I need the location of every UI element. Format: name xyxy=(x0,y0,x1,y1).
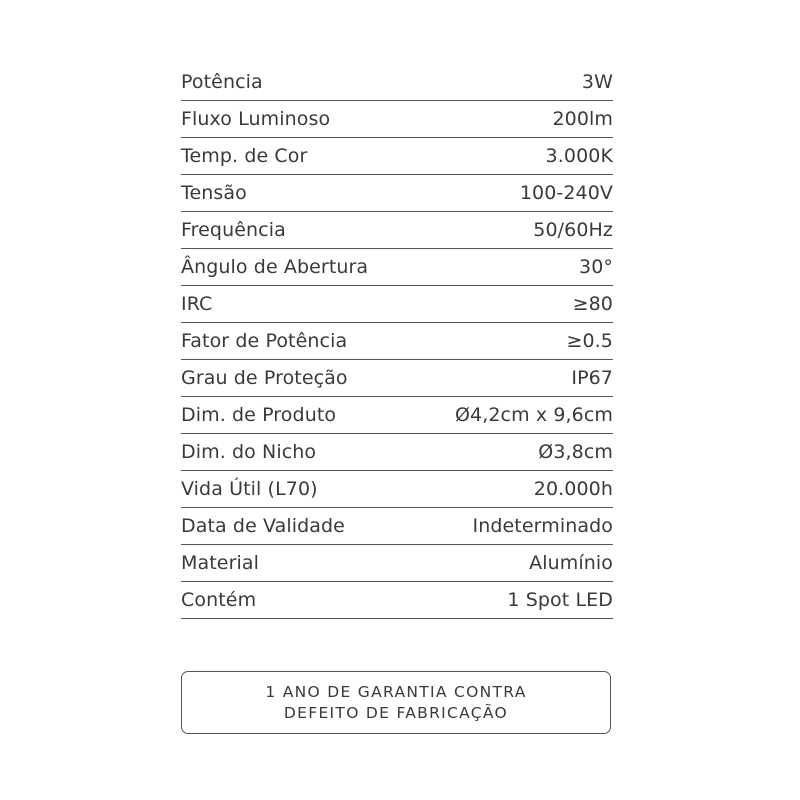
spec-value: Ø4,2cm x 9,6cm xyxy=(454,404,613,426)
spec-label: Dim. do Nicho xyxy=(181,441,317,463)
spec-row-angulo-de-abertura xyxy=(181,249,613,286)
spec-value: 200lm xyxy=(552,108,613,130)
spec-row-tensao xyxy=(181,175,613,212)
spec-label: Tensão xyxy=(181,182,247,204)
spec-row-vida-util xyxy=(181,471,613,508)
spec-label: Dim. de Produto xyxy=(181,404,337,426)
spec-value: 20.000h xyxy=(533,478,613,500)
spec-value: 1 Spot LED xyxy=(507,589,613,611)
spec-row-contem xyxy=(181,582,613,619)
spec-label: Ângulo de Abertura xyxy=(181,256,369,278)
spec-value: 30° xyxy=(579,256,613,278)
warranty-box xyxy=(181,671,611,734)
spec-value: Ø3,8cm xyxy=(538,441,613,463)
spec-label: Data de Validade xyxy=(181,515,345,537)
spec-label: Vida Útil (L70) xyxy=(181,478,318,500)
spec-row-frequencia xyxy=(181,212,613,249)
spec-label: Frequência xyxy=(181,219,286,241)
spec-value: Indeterminado xyxy=(472,515,613,537)
spec-row-irc xyxy=(181,286,613,323)
spec-label: IRC xyxy=(181,293,213,315)
spec-value: IP67 xyxy=(571,367,613,389)
warranty-line-1: 1 ANO DE GARANTIA CONTRA xyxy=(265,682,527,701)
spec-value: Alumínio xyxy=(529,552,613,574)
spec-value: 50/60Hz xyxy=(533,219,613,241)
spec-label: Fator de Potência xyxy=(181,330,348,352)
warranty-line-2: DEFEITO DE FABRICAÇÃO xyxy=(283,703,509,722)
spec-value: 3.000K xyxy=(545,145,613,167)
spec-value: 3W xyxy=(581,71,613,93)
spec-row-temp-de-cor xyxy=(181,138,613,175)
spec-value: ≥80 xyxy=(572,293,613,315)
spec-label: Grau de Proteção xyxy=(181,367,348,389)
spec-label: Contém xyxy=(181,589,257,611)
spec-row-dim-de-produto xyxy=(181,397,613,434)
spec-row-potencia xyxy=(181,64,613,101)
spec-table xyxy=(181,64,613,619)
spec-value: ≥0.5 xyxy=(566,330,613,352)
spec-label: Temp. de Cor xyxy=(181,145,308,167)
spec-label: Material xyxy=(181,552,259,574)
spec-row-grau-de-protecao xyxy=(181,360,613,397)
spec-label: Fluxo Luminoso xyxy=(181,108,331,130)
spec-row-data-de-validade xyxy=(181,508,613,545)
spec-label: Potência xyxy=(181,71,263,93)
spec-row-fluxo-luminoso xyxy=(181,101,613,138)
spec-row-material xyxy=(181,545,613,582)
spec-row-dim-do-nicho xyxy=(181,434,613,471)
spec-value: 100-240V xyxy=(519,182,613,204)
spec-row-fator-de-potencia xyxy=(181,323,613,360)
